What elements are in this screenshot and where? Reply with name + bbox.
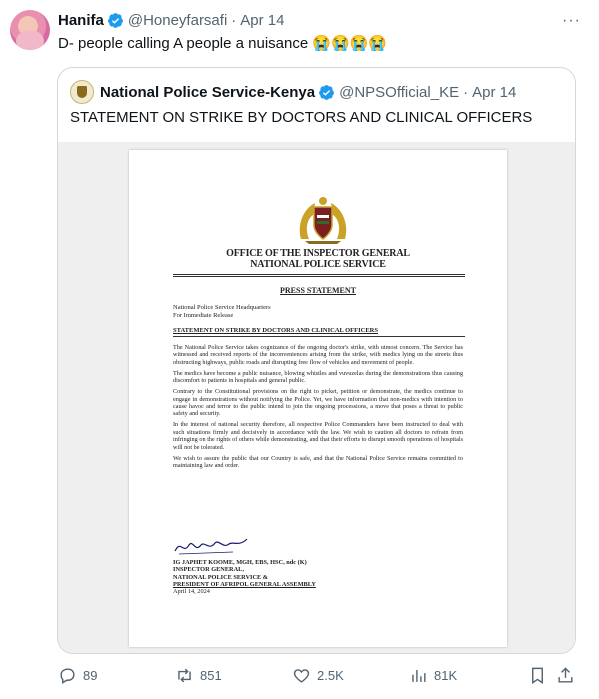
divider xyxy=(173,276,465,277)
reply-icon xyxy=(58,666,77,685)
share-icon[interactable] xyxy=(556,666,575,685)
views-count: 81K xyxy=(434,668,458,683)
more-options-icon[interactable]: ··· xyxy=(562,12,581,29)
repost-button[interactable] xyxy=(175,666,222,685)
office-heading xyxy=(129,248,507,270)
quoted-tweet[interactable] xyxy=(57,67,576,654)
signatory-title: PRESIDENT OF AFRIPOL GENERAL ASSEMBLY xyxy=(173,580,316,588)
tweet-date[interactable]: Apr 14 xyxy=(240,12,285,29)
quoted-author-handle[interactable]: @NPSOfficial_KE xyxy=(339,83,460,101)
separator: · xyxy=(463,83,469,101)
author-name[interactable]: Hanifa xyxy=(58,12,104,29)
tweet-text: D- people calling A people a nuisance 😭😭😭😭 xyxy=(58,35,388,52)
release-info xyxy=(173,304,463,320)
attached-image[interactable] xyxy=(58,142,575,654)
press-statement-document xyxy=(129,150,507,647)
author-avatar[interactable] xyxy=(10,10,50,50)
verified-badge-icon xyxy=(107,12,124,29)
signoff-block xyxy=(173,559,316,595)
views-icon xyxy=(409,666,428,685)
release-line: For Immediate Release xyxy=(173,312,234,319)
signature-icon xyxy=(173,535,253,557)
divider xyxy=(173,274,465,275)
paragraph: The medics have become a public nuisance, blowing whistles and vuvuzelas during the demonstrations thus causing discomfort to patients in hospitals and general public. xyxy=(173,369,463,385)
like-count: 2.5K xyxy=(317,668,344,683)
coat-of-arms-icon xyxy=(295,195,351,245)
paragraph: We wish to assure the public that our Country is safe, and that the National Police Service remains committed to maintaining law and order. xyxy=(173,454,463,470)
author-handle[interactable]: @Honeyfarsafi xyxy=(127,12,228,29)
paragraph: The National Police Service takes cognizance of the ongoing doctor's strike, with utmost concern. The Service has witnessed and received reports of the inconveniences arising from the strike, with medics lying on the streets thus obstructing highways, public roads and disrupting free flow of vehicles and movement of people. xyxy=(173,344,463,366)
repost-icon xyxy=(175,666,194,685)
quoted-tweet-header xyxy=(70,80,516,104)
quoted-author-name[interactable]: National Police Service-Kenya xyxy=(100,83,316,101)
signatory-name: IG JAPHET KOOME, MGH, EBS, HSC, ndc (K) xyxy=(173,559,307,566)
heart-icon xyxy=(292,666,311,685)
quoted-tweet-text: STATEMENT ON STRIKE BY DOCTORS AND CLINICAL OFFICERS xyxy=(70,109,533,126)
hq-line: National Police Service Headquarters xyxy=(173,304,271,311)
divider xyxy=(173,336,465,337)
action-bar xyxy=(0,666,599,686)
press-statement-label: PRESS STATEMENT xyxy=(280,286,356,295)
bookmark-icon[interactable] xyxy=(528,666,547,685)
statement-title: STATEMENT ON STRIKE BY DOCTORS AND CLINICAL OFFICERS xyxy=(173,327,378,334)
separator: · xyxy=(231,12,237,29)
reply-count: 89 xyxy=(83,668,98,683)
views-button[interactable] xyxy=(409,666,457,685)
quoted-author-avatar[interactable] xyxy=(70,80,94,104)
office-line-2: NATIONAL POLICE SERVICE xyxy=(250,259,386,270)
paragraph: Contrary to the Constitutional provisions on the right to picket, petition or demonstrate, the medics continue to engage in demonstrations without notifying the Police. Yet, we have information that non-medics with intention to cause havoc and terror to the public intend to join the ongoing processions, a move that poses a threat to public safety and security. xyxy=(173,388,463,418)
signatory-title: INSPECTOR GENERAL, xyxy=(173,566,244,574)
quoted-tweet-date[interactable]: Apr 14 xyxy=(472,83,517,101)
repost-count: 851 xyxy=(200,668,222,683)
verified-badge-icon xyxy=(318,84,335,101)
paragraph: In the interest of national security therefore, all respective Police Commanders have been instructed to deal with such situations firmly and decisively in accordance with the law. We wish to caution all doctors to refrain from infringing on the rights of others while demonstrating, and that their efforts to disrupt smooth operations of hospitals will not be tolerated. xyxy=(173,421,463,451)
reply-button[interactable] xyxy=(58,666,97,685)
signatory-title: NATIONAL POLICE SERVICE & xyxy=(173,573,269,581)
office-line-1: OFFICE OF THE INSPECTOR GENERAL xyxy=(226,248,410,259)
statement-body xyxy=(173,344,463,473)
tweet-header xyxy=(58,12,284,29)
like-button[interactable] xyxy=(292,666,344,685)
statement-date: April 14, 2024 xyxy=(173,588,210,596)
